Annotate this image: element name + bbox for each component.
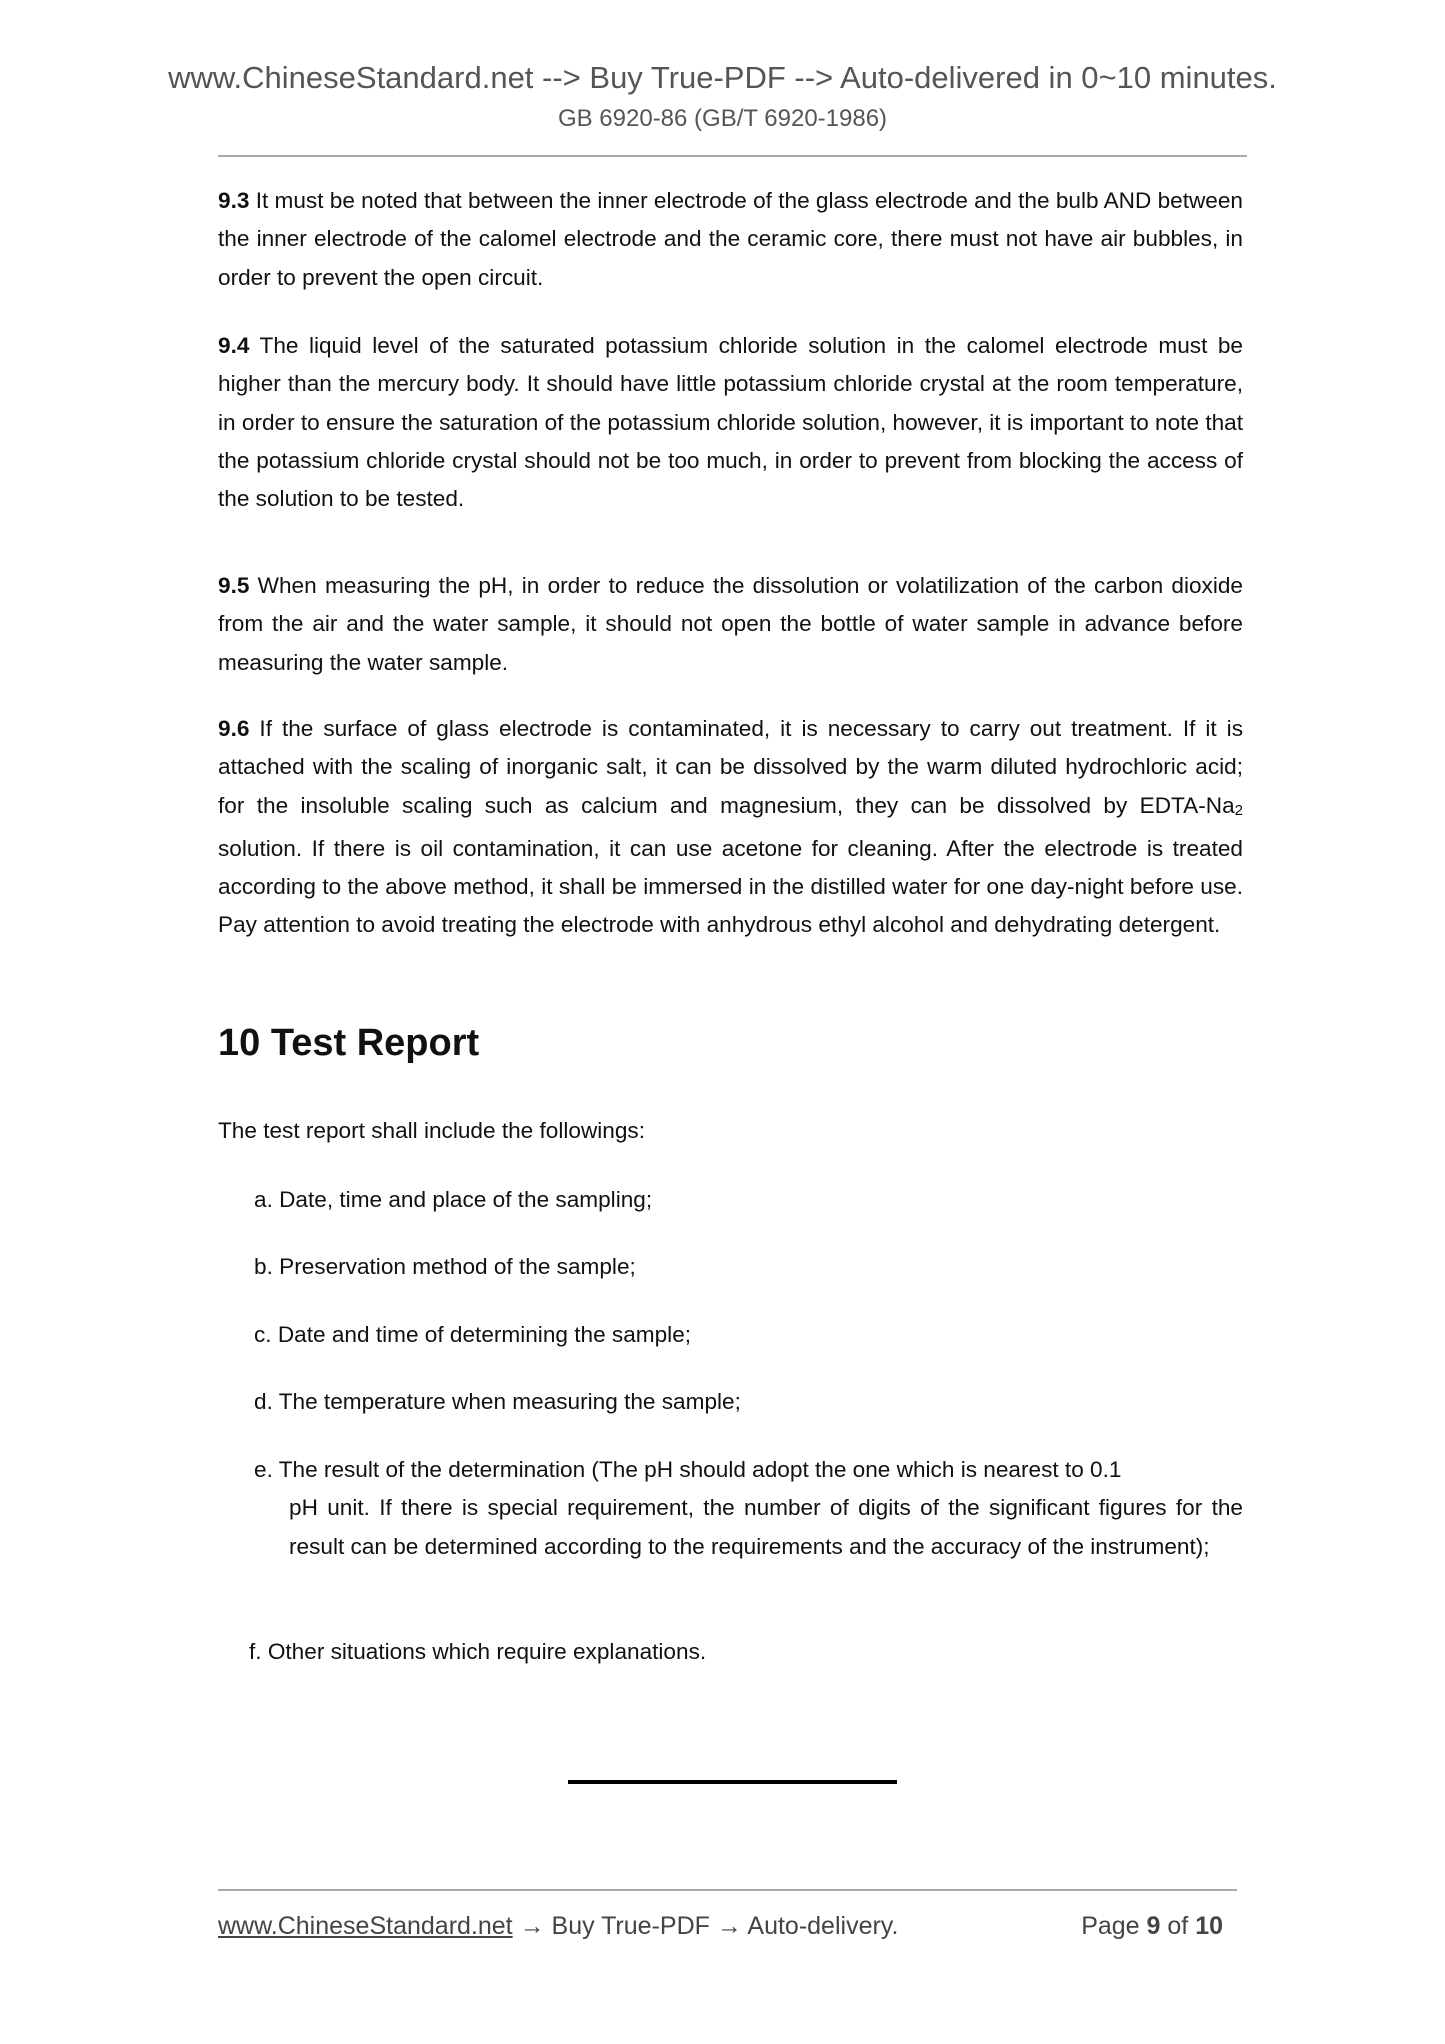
header-divider	[218, 155, 1247, 157]
end-of-document-line	[568, 1780, 897, 1784]
footer-text	[218, 1912, 898, 1941]
section-text: solution. If there is oil contamination, it can use acetone for cleaning. After the electrode is treated according to the above method, it shall be immersed in the distilled water for one day-night before use. Pay attention to avoid treating the electrode with anhydrous ethyl alcohol and dehydrating detergent.	[218, 835, 1243, 938]
page-indicator	[1081, 1912, 1223, 1941]
list-item: f. Other situations which require explanations.	[249, 1639, 707, 1664]
standard-number: GB 6920-86 (GB/T 6920-1986)	[557, 105, 888, 132]
page-of: of	[1160, 1912, 1196, 1940]
list-item-text: e. The result of the determination (The pH should adopt the one which is nearest to 0.1	[254, 1457, 1122, 1482]
section-number: 9.4	[218, 333, 250, 358]
footer-divider	[218, 1889, 1237, 1891]
section-9-6	[218, 710, 1243, 945]
list-item	[254, 1451, 1243, 1566]
current-page: 9	[1146, 1912, 1161, 1940]
section-number: 9.6	[218, 716, 250, 741]
list-item: a. Date, time and place of the sampling;	[254, 1187, 653, 1212]
header-banner: www.ChineseStandard.net --> Buy True-PDF --> Auto-delivered in 0~10 minutes.	[168, 60, 1277, 95]
total-pages: 10	[1195, 1912, 1223, 1940]
footer-link[interactable]: www.ChineseStandard.net	[218, 1912, 513, 1940]
section-9-3	[218, 182, 1243, 297]
section-text: The liquid level of the saturated potassium chloride solution in the calomel electrode must be higher than the mercury body. It should have little potassium chloride crystal at the room temperature, in order to ensure the saturation of the potassium chloride solution, however, it is important to note that the potassium chloride crystal should not be too much, in order to prevent from blocking the access of the solution to be tested.	[218, 333, 1243, 512]
section-9-4	[218, 327, 1243, 518]
section-9-5	[218, 567, 1243, 682]
section-text: When measuring the pH, in order to reduce the dissolution or volatilization of the carbon dioxide from the air and the water sample, it should not open the bottle of water sample in advance before measuring the water sample.	[218, 573, 1243, 675]
section-number: 9.3	[218, 188, 250, 213]
footer-rest: → Buy True-PDF → Auto-delivery.	[512, 1912, 899, 1940]
list-item: c. Date and time of determining the sample;	[254, 1322, 692, 1347]
section-number: 9.5	[218, 573, 250, 598]
list-item: b. Preservation method of the sample;	[254, 1254, 636, 1279]
intro-text: The test report shall include the followings:	[218, 1118, 645, 1143]
list-item: d. The temperature when measuring the sample;	[254, 1389, 741, 1414]
section-text: If the surface of glass electrode is contaminated, it is necessary to carry out treatment. If it is attached with the scaling of inorganic salt, it can be dissolved by the warm diluted hydrochloric acid; for the insoluble scaling such as calcium and magnesium, they can be dissolved by EDTA-Na	[218, 716, 1243, 818]
section-heading: 10 Test Report	[218, 1022, 480, 1064]
subscript: 2	[1234, 801, 1243, 819]
section-text: It must be noted that between the inner electrode of the glass electrode and the bulb AND between the inner electrode of the calomel electrode and the ceramic core, there must not have air bubbles, in order to prevent the open circuit.	[218, 188, 1243, 290]
list-item-continuation: pH unit. If there is special requirement, the number of digits of the significant figures for the result can be determined according to the requirements and the accuracy of the instrument);	[289, 1495, 1243, 1559]
page-label: Page	[1081, 1912, 1147, 1940]
